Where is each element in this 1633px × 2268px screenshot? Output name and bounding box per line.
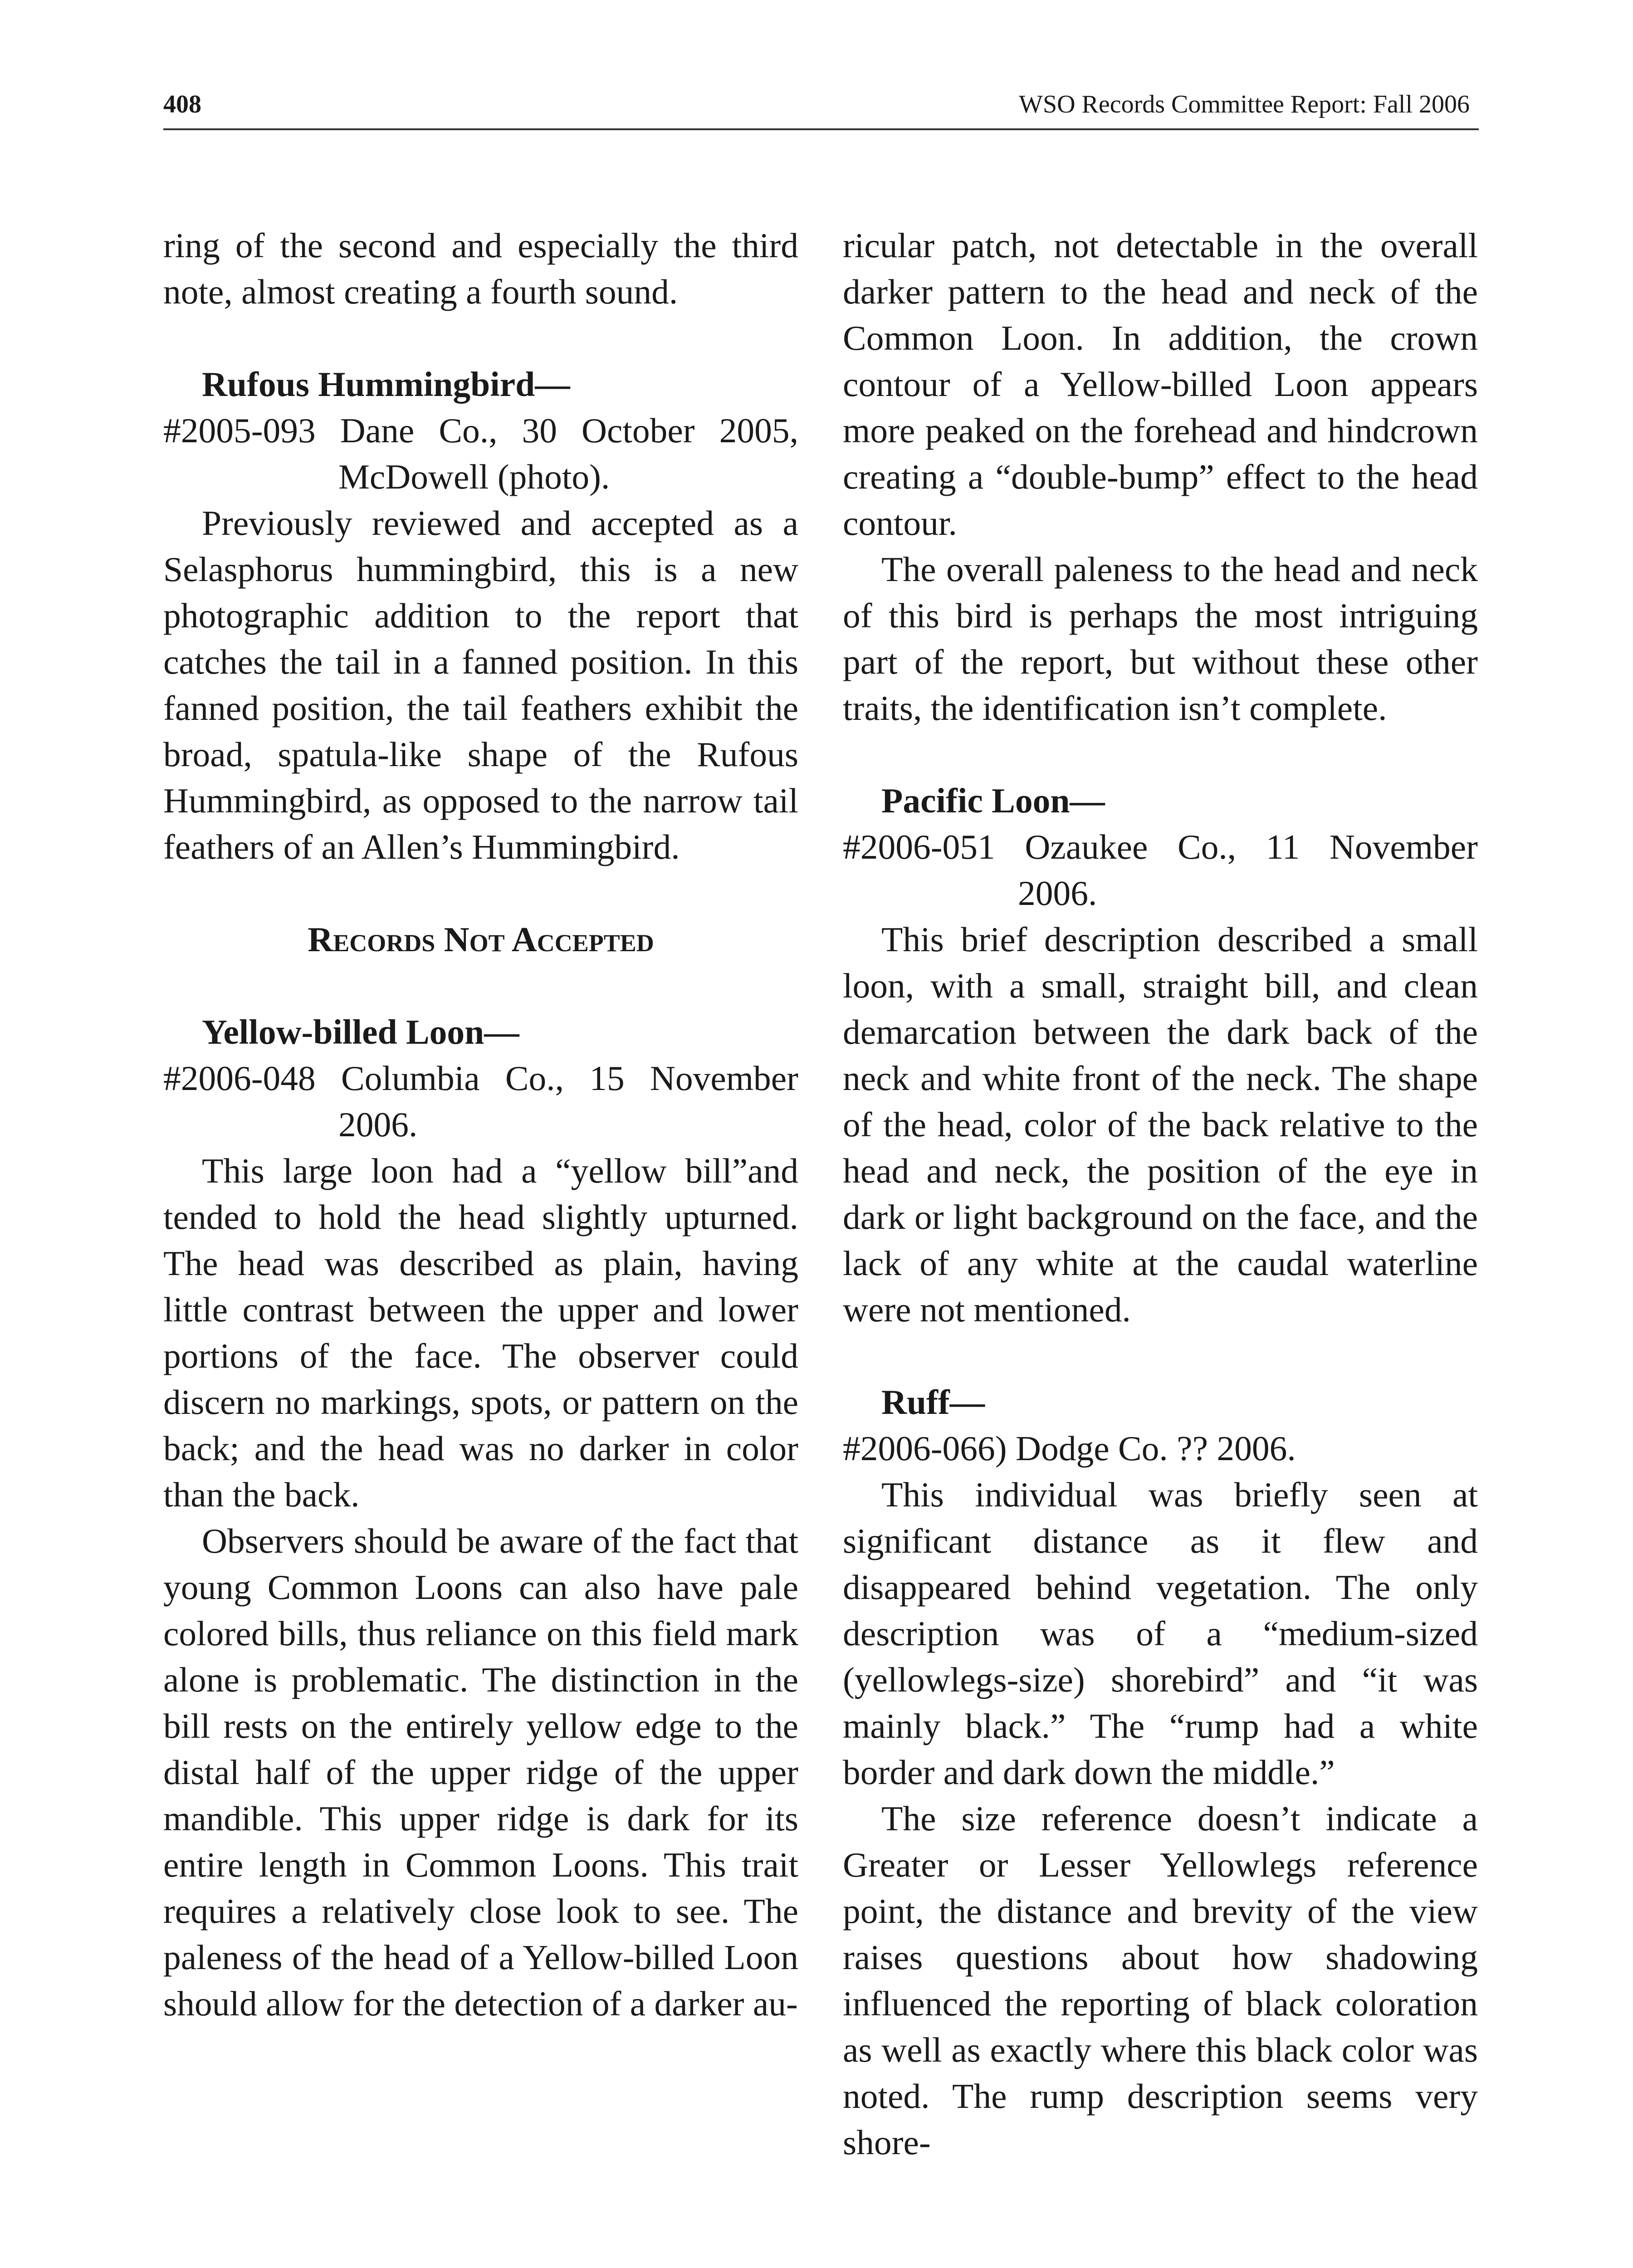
page-number: 408 [163, 90, 201, 118]
left-column [163, 222, 798, 2027]
record-entry-yellow-billed-loon: #2006-048 Columbia Co., 15 November 2006. [163, 1059, 798, 1144]
species-heading-pacific-loon: Pacific Loon— [881, 781, 1105, 820]
body-paragraph: This individual was briefly seen at significant distance as it flew and disappeared behind vegetation. The only description was of a “medium-sized (yellowlegs-size) shorebird” and “it was mainly black.” The “rump had a white border and dark down the middle.” [843, 1475, 1478, 1792]
header-rule [163, 128, 1479, 130]
section-heading-records-not-accepted: Records Not Accepted [308, 920, 654, 959]
body-paragraph: Previously reviewed and accepted as a Selasphorus hummingbird, this is a new photographic addition to the report that catches the tail in a fanned position. In this fanned position, the tail feathers exhibit the broad, spatula-like shape of the Rufous Hummingbird, as opposed to the narrow tail feathers of an Allen’s Hummingbird. [163, 503, 798, 866]
species-heading-rufous-hummingbird: Rufous Hummingbird— [202, 365, 570, 404]
species-heading-yellow-billed-loon: Yellow-billed Loon— [202, 1012, 519, 1051]
body-paragraph: This brief description described a small loon, with a small, straight bill, and clean demarcation between the dark back of the neck and white front of the neck. The shape of the head, color of the back relative to the head and neck, the position of the eye in dark or light background on the face, and the lack of any white at the caudal waterline were not mentioned. [843, 920, 1478, 1329]
record-entry-rufous-hummingbird: #2005-093 Dane Co., 30 October 2005, McDowell (photo). [163, 411, 798, 496]
running-head [163, 86, 1470, 127]
record-entry-ruff: #2006-066) Dodge Co. ?? 2006. [843, 1429, 1296, 1468]
continuation-paragraph: ricular patch, not detectable in the overall darker pattern to the head and neck of the Common Loon. In addition, the crown contour of a Yellow-billed Loon appears more peaked on the forehead and hindcrown creating a “double-bump” effect to the head contour. [843, 226, 1478, 543]
body-paragraph: The overall paleness to the head and neck of this bird is perhaps the most intriguing part of the report, but without these other traits, the identification isn’t complete. [843, 550, 1478, 728]
species-heading-ruff: Ruff— [881, 1383, 985, 1422]
body-paragraph: This large loon had a “yellow bill”and tended to hold the head slightly upturned. The head was described as plain, having little contrast between the upper and lower portions of the face. The observer could discern no markings, spots, or pattern on the back; and the head was no darker in color than the back. [163, 1151, 798, 1514]
record-entry-pacific-loon: #2006-051 Ozaukee Co., 11 November 2006. [843, 827, 1478, 913]
body-paragraph: Observers should be aware of the fact that young Common Loons can also have pale colored bills, thus reliance on this field mark alone is problematic. The distinction in the bill rests on the entirely yellow edge to the distal half of the upper ridge of the upper mandible. This upper ridge is dark for its entire length in Common Loons. This trait requires a relatively close look to see. The paleness of the head of a Yellow-billed Loon should allow for the detection of a darker au- [163, 1521, 798, 2023]
journal-title: WSO Records Committee Report: Fall 2006 [1019, 90, 1470, 118]
continuation-paragraph: ring of the second and especially the third note, almost creating a fourth sound. [163, 226, 798, 311]
right-column [843, 222, 1478, 2165]
body-paragraph: The size reference doesn’t indicate a Greater or Lesser Yellowlegs reference point, the distance and brevity of the view raises questions about how shadowing influenced the reporting of black coloration as well as exactly where this black color was noted. The rump description seems very shore- [843, 1799, 1478, 2162]
